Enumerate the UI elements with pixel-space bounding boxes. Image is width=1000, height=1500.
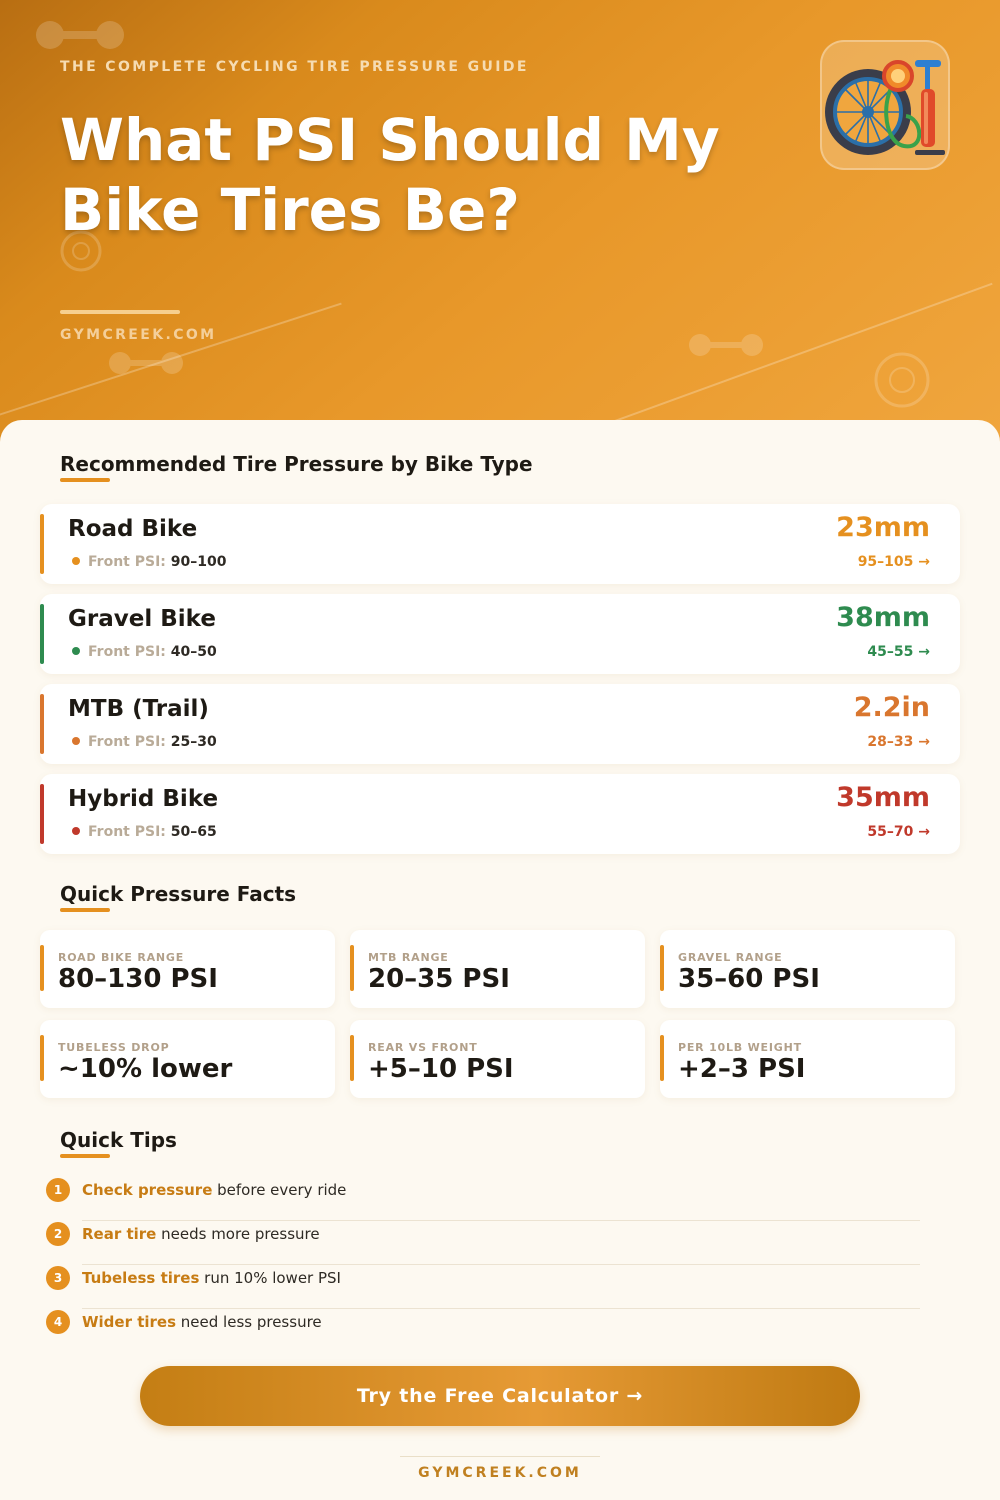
tire-size: 23mm xyxy=(836,512,930,543)
fact-label: ROAD BIKE RANGE xyxy=(58,951,185,964)
tip-highlight: Wider tires xyxy=(82,1313,177,1331)
tip-divider xyxy=(82,1220,920,1221)
bike-type-section-title: Recommended Tire Pressure by Bike Type xyxy=(60,452,533,476)
fact-value: 80–130 PSI xyxy=(58,964,218,994)
bullet-dot xyxy=(72,557,80,565)
rear-psi: 45–55 → xyxy=(867,644,930,660)
accent-bar xyxy=(40,694,44,754)
fact-value: +5–10 PSI xyxy=(368,1054,514,1084)
tip-number-badge: 1 xyxy=(46,1178,70,1202)
front-psi xyxy=(72,824,217,840)
tip-rest: need less pressure xyxy=(176,1313,322,1331)
fact-value: 20–35 PSI xyxy=(368,964,510,994)
fact-label: TUBELESS DROP xyxy=(58,1041,170,1054)
fact-label: GRAVEL RANGE xyxy=(678,951,783,964)
rear-psi: 95–105 → xyxy=(857,554,930,570)
front-psi-value: 25–30 xyxy=(170,734,217,750)
accent-bar xyxy=(40,784,44,844)
front-psi-value: 50–65 xyxy=(170,824,217,840)
accent-bar xyxy=(40,945,44,991)
bike-name: Gravel Bike xyxy=(68,606,216,632)
page-title: What PSI Should My Bike Tires Be? xyxy=(60,106,720,244)
tip-number-badge: 3 xyxy=(46,1266,70,1290)
fact-value: ~10% lower xyxy=(58,1054,233,1084)
fact-label: MTB RANGE xyxy=(368,951,449,964)
bike-name: Road Bike xyxy=(68,516,198,542)
fact-card xyxy=(660,930,955,1008)
tip-text xyxy=(82,1181,346,1199)
title-divider xyxy=(60,310,180,314)
accent-bar xyxy=(40,604,44,664)
tip-text xyxy=(82,1313,322,1331)
header-site-name: GYMCREEK.COM xyxy=(60,327,217,343)
fact-value: +2–3 PSI xyxy=(678,1054,806,1084)
accent-bar xyxy=(350,945,354,991)
accent-bar xyxy=(40,514,44,574)
footer-divider xyxy=(400,1456,600,1457)
fact-card xyxy=(40,1020,335,1098)
front-psi-label: Front PSI: xyxy=(88,644,166,660)
calculator-cta-button[interactable]: Try the Free Calculator → xyxy=(140,1366,860,1426)
wheel-decoration-icon xyxy=(872,350,932,410)
tip-item xyxy=(46,1178,920,1222)
tip-item xyxy=(46,1222,920,1266)
accent-bar xyxy=(660,945,664,991)
fact-card xyxy=(660,1020,955,1098)
tire-size: 38mm xyxy=(836,602,930,633)
rear-psi: 55–70 → xyxy=(867,824,930,840)
bike-card-road xyxy=(40,504,960,584)
tip-text xyxy=(82,1225,320,1243)
tip-divider xyxy=(82,1264,920,1265)
dumbbell-decoration-icon xyxy=(108,350,184,376)
front-psi-value: 90–100 xyxy=(170,554,227,570)
bike-name: MTB (Trail) xyxy=(68,696,209,722)
tip-divider xyxy=(82,1308,920,1309)
bike-card-gravel xyxy=(40,594,960,674)
bike-wheel-and-pump-icon xyxy=(820,40,950,170)
section-underline xyxy=(60,908,110,912)
tip-number-badge: 4 xyxy=(46,1310,70,1334)
section-underline xyxy=(60,478,110,482)
front-psi xyxy=(72,734,217,750)
tip-item xyxy=(46,1266,920,1310)
tip-rest: before every ride xyxy=(212,1181,347,1199)
front-psi-label: Front PSI: xyxy=(88,734,166,750)
bike-card-hybrid xyxy=(40,774,960,854)
tip-highlight: Check pressure xyxy=(82,1181,213,1199)
bullet-dot xyxy=(72,647,80,655)
bullet-dot xyxy=(72,737,80,745)
front-psi-label: Front PSI: xyxy=(88,824,166,840)
bike-card-mtb xyxy=(40,684,960,764)
guide-eyebrow: THE COMPLETE CYCLING TIRE PRESSURE GUIDE xyxy=(60,59,529,75)
tip-highlight: Tubeless tires xyxy=(82,1269,200,1287)
accent-bar xyxy=(350,1035,354,1081)
fact-card xyxy=(350,1020,645,1098)
fact-card xyxy=(350,930,645,1008)
bullet-dot xyxy=(72,827,80,835)
rear-psi: 28–33 → xyxy=(867,734,930,750)
accent-bar xyxy=(40,1035,44,1081)
fact-card xyxy=(40,930,335,1008)
fact-value: 35–60 PSI xyxy=(678,964,820,994)
front-psi xyxy=(72,644,217,660)
footer-site-name: GYMCREEK.COM xyxy=(418,1465,582,1481)
hero-banner xyxy=(0,0,1000,460)
tip-number-badge: 2 xyxy=(46,1222,70,1246)
accent-bar xyxy=(660,1035,664,1081)
dumbbell-decoration-icon xyxy=(35,20,125,50)
front-psi xyxy=(72,554,226,570)
dumbbell-decoration-icon xyxy=(688,332,764,358)
fact-label: REAR VS FRONT xyxy=(368,1041,478,1054)
tire-size: 2.2in xyxy=(853,692,930,723)
front-psi-value: 40–50 xyxy=(170,644,217,660)
fact-label: PER 10LB WEIGHT xyxy=(678,1041,802,1054)
bike-name: Hybrid Bike xyxy=(68,786,219,812)
tip-rest: needs more pressure xyxy=(156,1225,320,1243)
facts-section-title: Quick Pressure Facts xyxy=(60,882,297,906)
section-underline xyxy=(60,1154,110,1158)
tire-size: 35mm xyxy=(836,782,930,813)
tip-item xyxy=(46,1310,920,1354)
tip-text xyxy=(82,1269,341,1287)
tip-highlight: Rear tire xyxy=(82,1225,157,1243)
front-psi-label: Front PSI: xyxy=(88,554,166,570)
tip-rest: run 10% lower PSI xyxy=(199,1269,341,1287)
tips-section-title: Quick Tips xyxy=(60,1128,177,1152)
